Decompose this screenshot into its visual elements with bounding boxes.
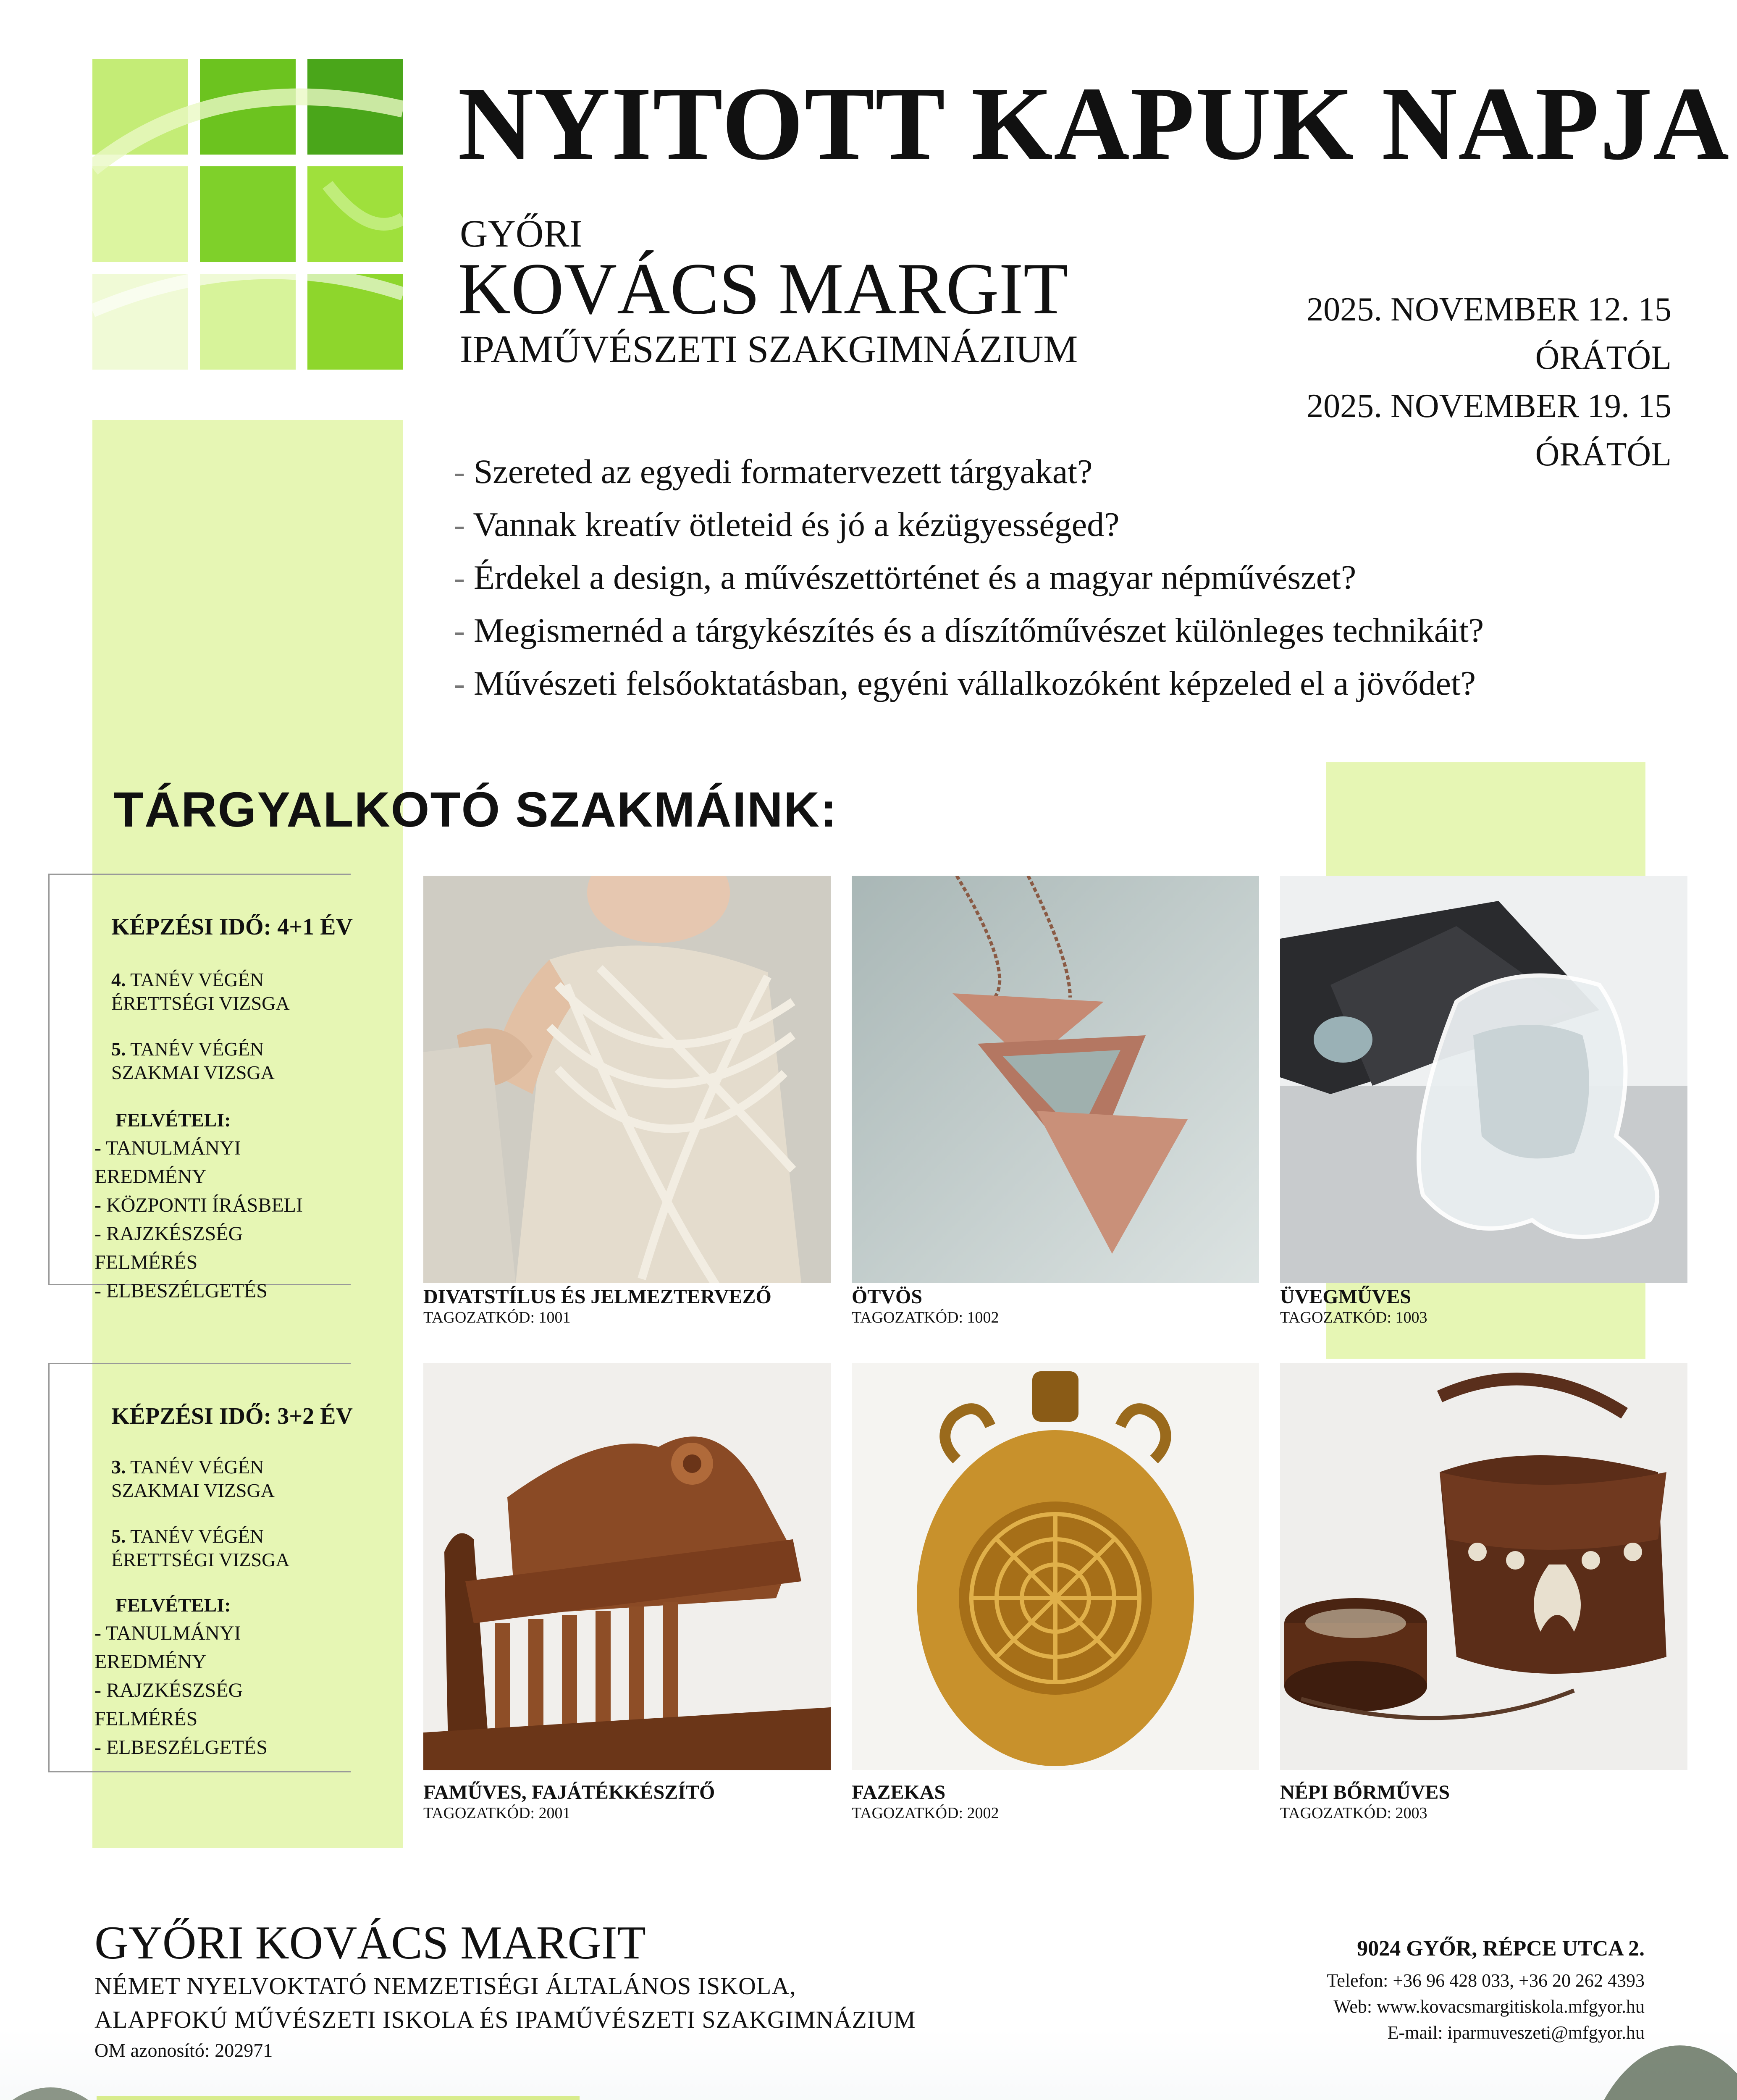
footer-email[interactable]: E-mail: iparmuveszeti@mfgyor.hu	[1387, 2022, 1645, 2043]
question-item: - Vannak kreatív ötleteid és jó a kézügyességed?	[454, 505, 1120, 543]
question-item: - Érdekel a design, a művészettörténet és a magyar népművészet?	[454, 558, 1357, 596]
trade-caption	[1280, 1781, 1692, 1822]
school-city: GYŐRI	[460, 212, 582, 255]
photo-fashion-design	[423, 876, 831, 1283]
trade-caption	[423, 1781, 835, 1822]
event-date-2: 2025. NOVEMBER 19. 15 ÓRÁTÓL	[1307, 388, 1671, 473]
exam-2: 5. TANÉV VÉGÉN ÉRETTSÉGI VIZSGA	[111, 1525, 290, 1570]
trade-caption	[423, 1285, 835, 1327]
trade-name: DIVATSTÍLUS ÉS JELMEZTERVEZŐ	[423, 1286, 771, 1308]
school-type: IPAMŰVÉSZETI SZAKGIMNÁZIUM	[460, 328, 1078, 370]
photo-woodwork	[423, 1363, 831, 1770]
photo-goldsmith	[852, 876, 1259, 1283]
trade-code: TAGOZATKÓD: 2003	[1280, 1804, 1427, 1822]
trade-caption	[852, 1781, 1263, 1822]
footer-om-id: OM azonosító: 202971	[94, 2040, 273, 2061]
school-name: KOVÁCS MARGIT	[458, 248, 1068, 329]
footer-school-name: GYŐRI KOVÁCS MARGIT	[94, 1917, 646, 1969]
footer-web[interactable]: Web: www.kovacsmargitiskola.mfgyor.hu	[1333, 1996, 1645, 2017]
question-item: - Művészeti felsőoktatásban, egyéni vállalkozóként képzeled el a jövődet?	[454, 664, 1476, 702]
trade-code: TAGOZATKÓD: 1001	[423, 1309, 571, 1326]
trade-code: TAGOZATKÓD: 1002	[852, 1309, 999, 1326]
page-title: NYITOTT KAPUK NAPJA	[458, 66, 1730, 182]
footer-address: 9024 GYŐR, RÉPCE UTCA 2.	[1357, 1937, 1645, 1961]
trade-name: ÖTVÖS	[852, 1286, 923, 1308]
trade-code: TAGOZATKÓD: 2001	[423, 1804, 571, 1822]
admission-label: FELVÉTELI:	[115, 1594, 231, 1616]
footer-line-2: ALAPFOKÚ MŰVÉSZETI ISKOLA ÉS IPAMŰVÉSZETI SZAKGIMNÁZIUM	[94, 2006, 916, 2033]
trade-code: TAGOZATKÓD: 1003	[1280, 1309, 1427, 1326]
exam-2: 5. TANÉV VÉGÉN SZAKMAI VIZSGA	[111, 1038, 275, 1083]
photo-glass-art	[1280, 876, 1687, 1283]
trade-name: NÉPI BŐRMŰVES	[1280, 1781, 1450, 1803]
trade-name: FAMŰVES, FAJÁTÉKKÉSZÍTŐ	[423, 1781, 715, 1803]
admission-list: - TANULMÁNYI EREDMÉNY - RAJZKÉSZSÉG FELMÉRÉS - ELBESZÉLGETÉS	[94, 1622, 268, 1759]
program-duration: KÉPZÉSI IDŐ: 3+2 ÉV	[111, 1403, 353, 1429]
trade-code: TAGOZATKÓD: 2002	[852, 1804, 999, 1822]
question-item: - Szereted az egyedi formatervezett tárgyakat?	[454, 452, 1093, 491]
footer-line-1: NÉMET NYELVOKTATÓ NEMZETISÉGI ÁLTALÁNOS ISKOLA,	[94, 1972, 796, 2000]
trade-caption	[1280, 1285, 1692, 1327]
event-date-1: 2025. NOVEMBER 12. 15 ÓRÁTÓL	[1307, 291, 1671, 376]
photo-leatherwork	[1280, 1363, 1687, 1770]
school-logo	[92, 59, 403, 370]
trade-name: FAZEKAS	[852, 1781, 946, 1803]
footer-phone: Telefon: +36 96 428 033, +36 20 262 4393	[1327, 1970, 1645, 1991]
section-title: TÁRGYALKOTÓ SZAKMÁINK:	[113, 782, 838, 837]
photo-pottery	[852, 1363, 1259, 1770]
questions-list	[454, 445, 1692, 710]
question-item: - Megismernéd a tárgykészítés és a díszítőművészet különleges technikáit?	[454, 611, 1484, 649]
trade-caption	[852, 1285, 1263, 1327]
exam-1: 4. TANÉV VÉGÉN ÉRETTSÉGI VIZSGA	[111, 969, 290, 1014]
program-info-3plus2	[48, 1363, 351, 1772]
admission-list: - TANULMÁNYI EREDMÉNY - KÖZPONTI ÍRÁSBELI - RAJZKÉSZSÉG FELMÉRÉS - ELBESZÉLGETÉS	[94, 1137, 303, 1302]
program-info-4plus1	[48, 874, 353, 1302]
admission-label: FELVÉTELI:	[115, 1109, 231, 1131]
program-duration: KÉPZÉSI IDŐ: 4+1 ÉV	[111, 914, 353, 940]
exam-1: 3. TANÉV VÉGÉN SZAKMAI VIZSGA	[111, 1456, 275, 1501]
trade-name: ÜVEGMŰVES	[1280, 1286, 1412, 1308]
